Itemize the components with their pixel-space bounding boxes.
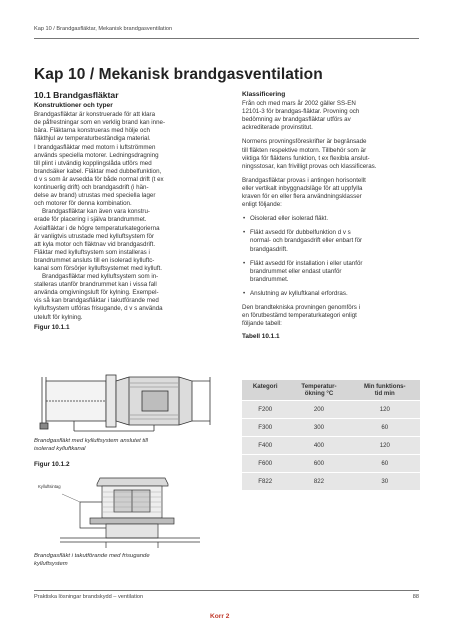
temperature-class-table bbox=[242, 380, 420, 490]
usage-class-item bbox=[242, 260, 422, 284]
text-line: till fläkten respektive motorn. Tillbehör som är bbox=[242, 146, 367, 154]
text-line: 12101-3 för brandgas-fläktar. Provning och bbox=[242, 108, 360, 116]
table-cell: F600 bbox=[242, 455, 288, 473]
text-line: bära. Fläktarna konstrueras med hölje och bbox=[34, 127, 150, 135]
running-header: Kap 10 / Brandgasfläktar, Mekanisk brandgasventilation bbox=[34, 26, 173, 32]
table-row bbox=[242, 419, 420, 437]
table-cell: F400 bbox=[242, 437, 288, 455]
figure-fan-cooling-duct bbox=[34, 373, 224, 435]
table-cell: 600 bbox=[288, 455, 349, 473]
header-rule bbox=[34, 38, 419, 39]
text-line: Anslutning av kylluftkanal erfordras. bbox=[250, 289, 348, 297]
text-line: Fläktar med kylluftsystem som installeras i bbox=[34, 248, 150, 256]
text-line: är vanligtvis utrustade med kylluftsystem för bbox=[34, 232, 155, 240]
text-line: de påfrestningar som en verklig brand kan inne- bbox=[34, 119, 166, 127]
text-line: Axialfläktar i de högre temperaturkategorierna bbox=[34, 224, 160, 232]
text-line: uteluft för kylning. bbox=[34, 313, 83, 321]
text-line: Brandgasfläktar med kylluftsystem som in- bbox=[42, 273, 159, 281]
classification-heading: Klassificering bbox=[242, 91, 286, 98]
table-body bbox=[242, 401, 420, 491]
figure-label-2: Figur 10.1.2 bbox=[34, 461, 70, 468]
table-row bbox=[242, 437, 420, 455]
text-line: brandgasdrift. bbox=[250, 245, 288, 253]
text-line: normal- och brandgasdrift eller enbart för bbox=[250, 237, 363, 245]
paragraph-standard bbox=[242, 100, 422, 132]
table-cell: 120 bbox=[350, 401, 420, 419]
text-line: Den brandtekniska provningen genomförs i bbox=[242, 303, 360, 311]
bullet-icon: • bbox=[243, 215, 246, 223]
footer-text: Praktiska lösningar brandskydd – ventilation bbox=[34, 594, 144, 600]
text-line: följande tabell: bbox=[242, 320, 282, 328]
right-column bbox=[242, 91, 422, 341]
table-header-cell: Min funktions- tid min bbox=[350, 380, 420, 401]
text-line: enligt följande: bbox=[242, 201, 282, 209]
text-line: Fläkt avsedd för installation i eller utanför bbox=[250, 259, 363, 267]
text-line: till plint i utvändig kopplingslåda utförs med bbox=[34, 159, 152, 167]
text-line: kraven för en eller flera användningsklasser bbox=[242, 193, 362, 201]
text-line: brandrummet ansluts till en isolerad kylluftс- bbox=[34, 256, 155, 264]
usage-class-item bbox=[242, 229, 422, 253]
table-cell: 822 bbox=[288, 473, 349, 491]
text-line: ackrediterade provinstitut. bbox=[242, 124, 313, 132]
text-line: brandrummet. bbox=[250, 275, 289, 283]
footer-rule bbox=[34, 590, 419, 591]
text-line: Oisolerad eller isolerad fläkt. bbox=[250, 215, 329, 223]
text-line: kylluftsystem utföras frisugande, d v s använda bbox=[34, 305, 163, 313]
figure-caption-1: Brandgasfläkt med kylluftsystem anslutet till isolerad kylluftkanal bbox=[34, 438, 148, 452]
text-line: Brandgasfläktar provas i antingen horisontellt bbox=[242, 176, 366, 184]
page-number: 88 bbox=[412, 594, 419, 600]
text-line: delse av brand) utrustas med speciella lager bbox=[34, 192, 156, 200]
table-row bbox=[242, 401, 420, 419]
figure-roof-fan bbox=[40, 472, 220, 548]
table-cell: 200 bbox=[288, 401, 349, 419]
table-row bbox=[242, 473, 420, 491]
paragraph-install-position bbox=[242, 177, 422, 209]
usage-class-item bbox=[242, 290, 422, 298]
figure-label-1: Figur 10.1.1 bbox=[34, 323, 70, 331]
text-line: ningsstosar, kan frivilligt provas och klassificeras. bbox=[242, 162, 377, 170]
figure-annotation-intake: Kylluftsintag bbox=[38, 484, 61, 489]
text-line: använda omgivningsluft för kylning. Exempel- bbox=[34, 289, 159, 297]
section-heading: 10.1 Brandgasfläktar bbox=[34, 90, 119, 100]
usage-class-list bbox=[242, 215, 422, 298]
table-cell: F200 bbox=[242, 401, 288, 419]
text-line: viktiga för fläktens funktion, t ex flexibla anslut- bbox=[242, 154, 370, 162]
text-line: att kyla motor och fläktnav vid brandgasdrift. bbox=[34, 240, 156, 248]
text-line: bedömning av brandgasfläktar utförs av bbox=[242, 116, 351, 124]
text-line: och motorer för denna kombination. bbox=[34, 200, 132, 208]
left-column bbox=[34, 91, 230, 332]
bullet-icon: • bbox=[243, 229, 246, 237]
text-line: stalleras utanför brandrummet kan i vissa fall bbox=[34, 281, 157, 289]
paragraph-test-rules bbox=[242, 138, 422, 170]
text-line: fläkthjul av temperaturbeständiga material. bbox=[34, 135, 151, 143]
table-header-cell: Temperatur- ökning °C bbox=[288, 380, 349, 401]
bullet-icon: • bbox=[243, 289, 246, 297]
text-line: används speciella motorer. Ledningsdragning bbox=[34, 151, 159, 159]
table-cell: 120 bbox=[350, 437, 420, 455]
figure-caption-2: Brandgasfläkt i takutförande med frisugande kylluftsystem bbox=[34, 553, 150, 567]
table-cell: 30 bbox=[350, 473, 420, 491]
bullet-icon: • bbox=[243, 259, 246, 267]
text-line: d v s som är avsedda för både normal drift (t ex bbox=[34, 175, 164, 183]
brand-mark: Korr 2 bbox=[210, 613, 230, 620]
text-line: Från och med mars år 2002 gäller SS-EN bbox=[242, 100, 356, 108]
text-line: Normens provningsföreskrifter är begränsade bbox=[242, 138, 367, 146]
table-cell: 300 bbox=[288, 419, 349, 437]
table-cell: F822 bbox=[242, 473, 288, 491]
text-line: kanal som försörjer kylluftsystemet med kylluft. bbox=[34, 264, 162, 272]
text-line: brandsäker kabel. Fläktar med dubbelfunktion, bbox=[34, 167, 162, 175]
usage-class-item bbox=[242, 215, 422, 223]
text-line: Brandgasfläktar kan även vara konstru- bbox=[42, 208, 150, 216]
text-line: brandrummet eller endast utanför bbox=[250, 267, 342, 275]
text-line: eller vertikalt inbyggnadsläge för att uppfylla bbox=[242, 184, 363, 192]
table-label: Tabell 10.1.1 bbox=[242, 333, 280, 341]
text-line: Fläkt avsedd för dubbelfunktion d v s bbox=[250, 229, 351, 237]
text-line: vis så kan brandgasfläktar i takutförande med bbox=[34, 297, 159, 305]
chapter-title: Kap 10 / Mekanisk brandgasventilation bbox=[34, 66, 323, 83]
text-line: Brandgasfläktar är konstruerade för att klara bbox=[34, 111, 156, 119]
paragraph-temperature bbox=[242, 304, 422, 328]
subheading: Konstruktioner och typer bbox=[34, 102, 113, 110]
table-cell: 400 bbox=[288, 437, 349, 455]
text-line: erade för placering i själva brandrummet. bbox=[34, 216, 147, 224]
text-line: kontinuerlig drift) och brandgasdrift (i hän- bbox=[34, 184, 149, 192]
body-text bbox=[34, 111, 230, 321]
table-header-cell: Kategori bbox=[242, 380, 288, 401]
text-line: I brandgasfläktar med motorn i luftströmmen bbox=[34, 143, 156, 151]
table-cell: 60 bbox=[350, 455, 420, 473]
table-cell: 60 bbox=[350, 419, 420, 437]
table-header-row bbox=[242, 380, 420, 401]
table-cell: F300 bbox=[242, 419, 288, 437]
text-line: en förutbestämd temperaturkategori enligt bbox=[242, 312, 357, 320]
table-row bbox=[242, 455, 420, 473]
